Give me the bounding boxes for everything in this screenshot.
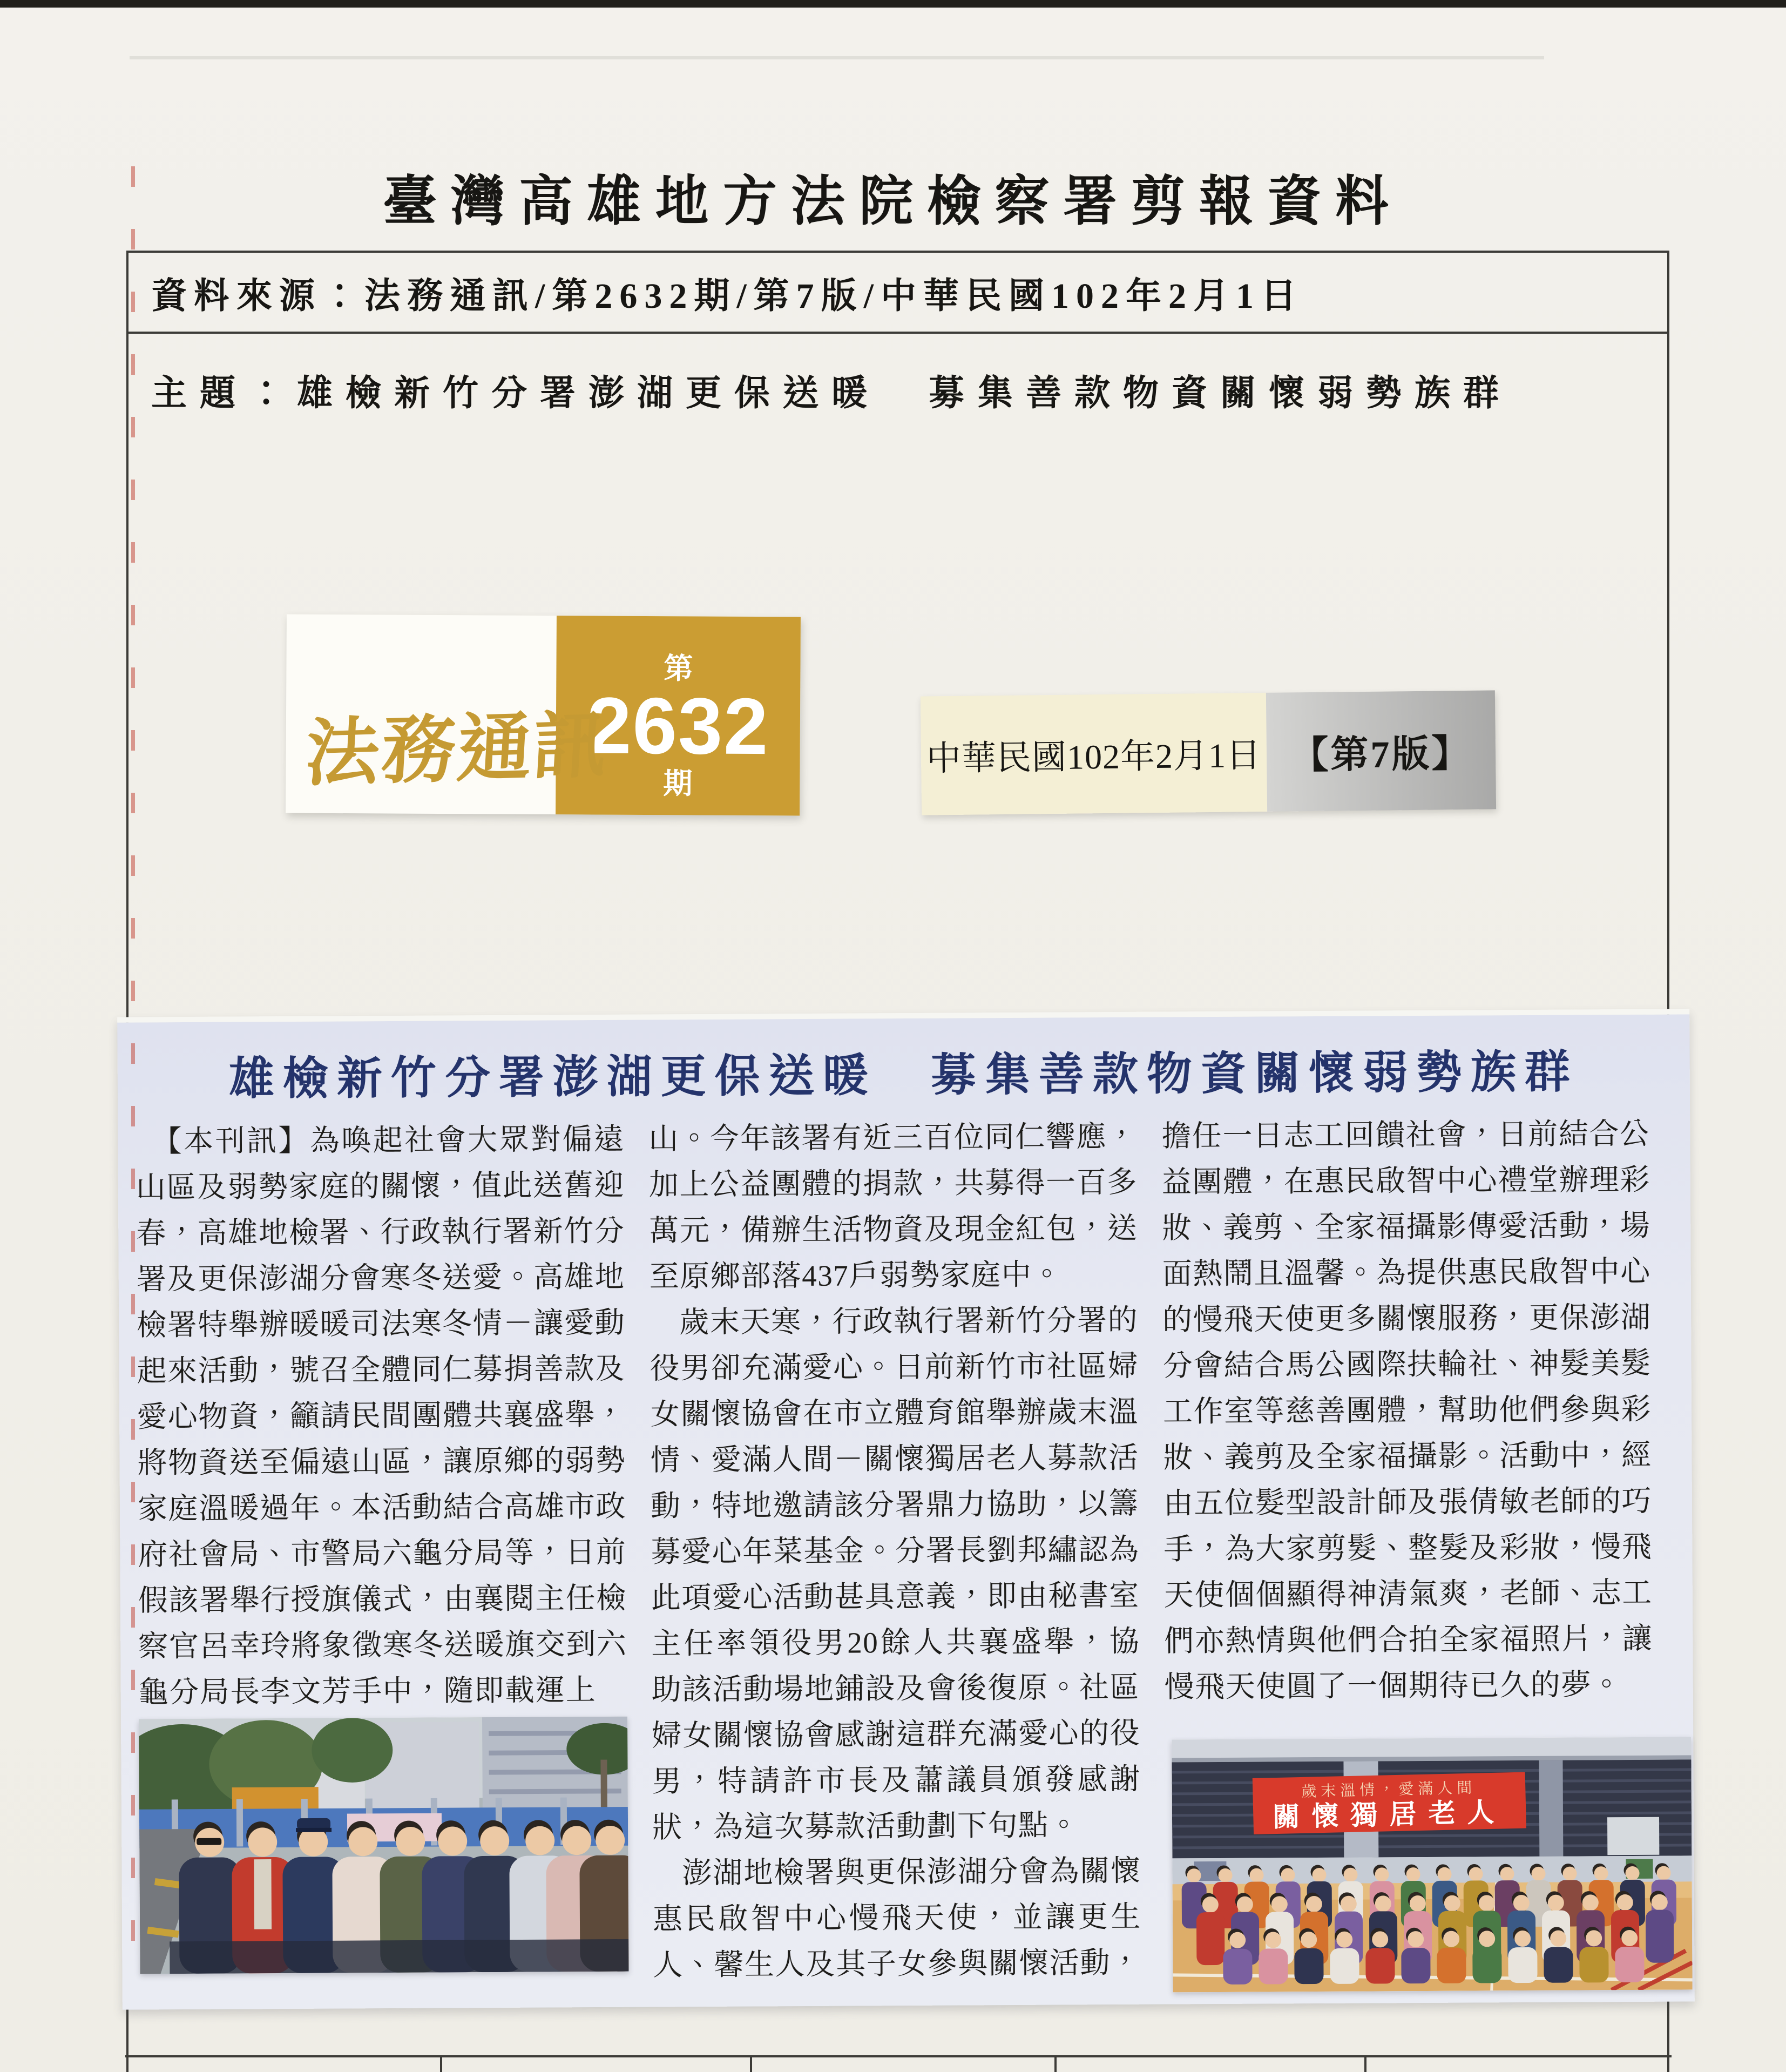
masthead-brand: 法務通訊	[303, 705, 611, 795]
page-title: 臺灣高雄地方法院檢察署剪報資料	[383, 172, 1403, 232]
subject-value: 雄檢新竹分署澎湖更保送暖 募集善款物資關懷弱勢族群	[297, 374, 1512, 413]
issue-suffix: 期	[663, 767, 693, 800]
article-clipping	[117, 1009, 1695, 2009]
banner-subtitle: 歲末溫情，愛滿人間	[1301, 1779, 1477, 1800]
edition-badge: 【第7版】	[1266, 690, 1496, 811]
event-banner	[1253, 1772, 1526, 1834]
photo-flag-ceremony	[139, 1717, 628, 1974]
issue-prefix: 第	[664, 652, 693, 685]
source-row	[128, 253, 1667, 334]
article-column-3	[1161, 1111, 1653, 1718]
article-column-1	[136, 1116, 627, 1718]
article-headline: 雄檢新竹分署澎湖更保送暖 募集善款物資關懷弱勢族群	[228, 1047, 1579, 1105]
scan-artifact	[130, 56, 1544, 59]
scanner-edge	[0, 0, 1786, 8]
article-column-2	[648, 1113, 1142, 1996]
bottom-table-divider	[440, 2057, 442, 2072]
banner-title: 關懷獨居老人	[1272, 1797, 1506, 1833]
publication-date: 中華民國102年2月1日	[921, 693, 1267, 815]
paragraph: 歲末天寒，行政執行署新竹分署的役男卻充滿愛心。日前新竹市社區婦女關懷協會在市立體育館舉辦歲末溫情、愛滿人間－關懷獨居老人募款活動，特地邀請該分署鼎力協助，以籌募愛心年菜基金。分署長劉邦繡認為此項愛心活動甚具意義，即由秘書室主任率領役男20餘人共襄盛舉，協助該活動場地鋪設及會後復原。社區婦女關懷協會感謝這群充滿愛心的役男，特請許市長及蕭議員頒發感謝狀，為這次募款活動劃下句點。	[650, 1303, 1141, 1844]
bottom-table-divider	[1054, 2057, 1057, 2072]
source-value: 法務通訊/第2632期/第7版/中華民國102年2月1日	[364, 276, 1304, 316]
source-label: 資料來源：	[151, 276, 364, 316]
paragraph: 澎湖地檢署與更保澎湖分會為關懷惠民啟智中心慢飛天使，並讓更生人、馨生人及其子女參與關懷活動，	[652, 1854, 1142, 1982]
bottom-table-divider	[1364, 2057, 1366, 2072]
photo-gym-group	[1172, 1737, 1692, 1992]
dateline-clipping	[921, 690, 1496, 815]
masthead-brand-panel	[286, 615, 611, 815]
subject-label: 主題：	[151, 374, 297, 413]
scan-red-margin-marks	[131, 166, 135, 1943]
bottom-table-divider	[750, 2057, 752, 2072]
bottom-table-rule	[125, 2055, 1672, 2057]
subject-row	[151, 364, 1512, 415]
issue-number: 2632	[586, 680, 769, 771]
paragraph: 擔任一日志工回饋社會，日前結合公益團體，在惠民啟智中心禮堂辦理彩妝、義剪、全家福攝影傳愛活動，場面熱鬧且溫馨。為提供惠民啟智中心的慢飛天使更多關懷服務，更保澎湖分會結合馬公國際扶輪社、神髮美髮工作室等慈善團體，幫助他們參與彩妝、義剪及全家福攝影。活動中，經由五位髮型設計師及張倩敏老師的巧手，為大家剪髮、整髮及彩妝，慢飛天使個個顯得神清氣爽，老師、志工們亦熱情與他們合拍全家福照片，讓慢飛天使圓了一個期待已久的夢。	[1161, 1117, 1653, 1704]
paragraph: 山。今年該署有近三百位同仁響應，加上公益團體的捐款，共募得一百多萬元，備辦生活物資及現金紅包，送至原鄉部落437戶弱勢家庭中。	[648, 1119, 1138, 1293]
masthead-clipping	[286, 615, 801, 816]
paragraph: 【本刊訊】為喚起社會大眾對偏遠山區及弱勢家庭的關懷，值此送舊迎春，高雄地檢署、行政執行署新竹分署及更保澎湖分會寒冬送愛。高雄地檢署特舉辦暖暖司法寒冬情－讓愛動起來活動，號召全體同仁募捐善款及愛心物資，籲請民間團體共襄盛舉，將物資送至偏遠山區，讓原鄉的弱勢家庭溫暖過年。本活動結合高雄市政府社會局、市警局六龜分局等，日前假該署舉行授旗儀式，由襄閱主任檢察官呂幸玲將象徵寒冬送暖旗交到六龜分局長李文芳手中，隨即載運上	[136, 1122, 627, 1709]
archive-table	[126, 251, 1669, 2072]
